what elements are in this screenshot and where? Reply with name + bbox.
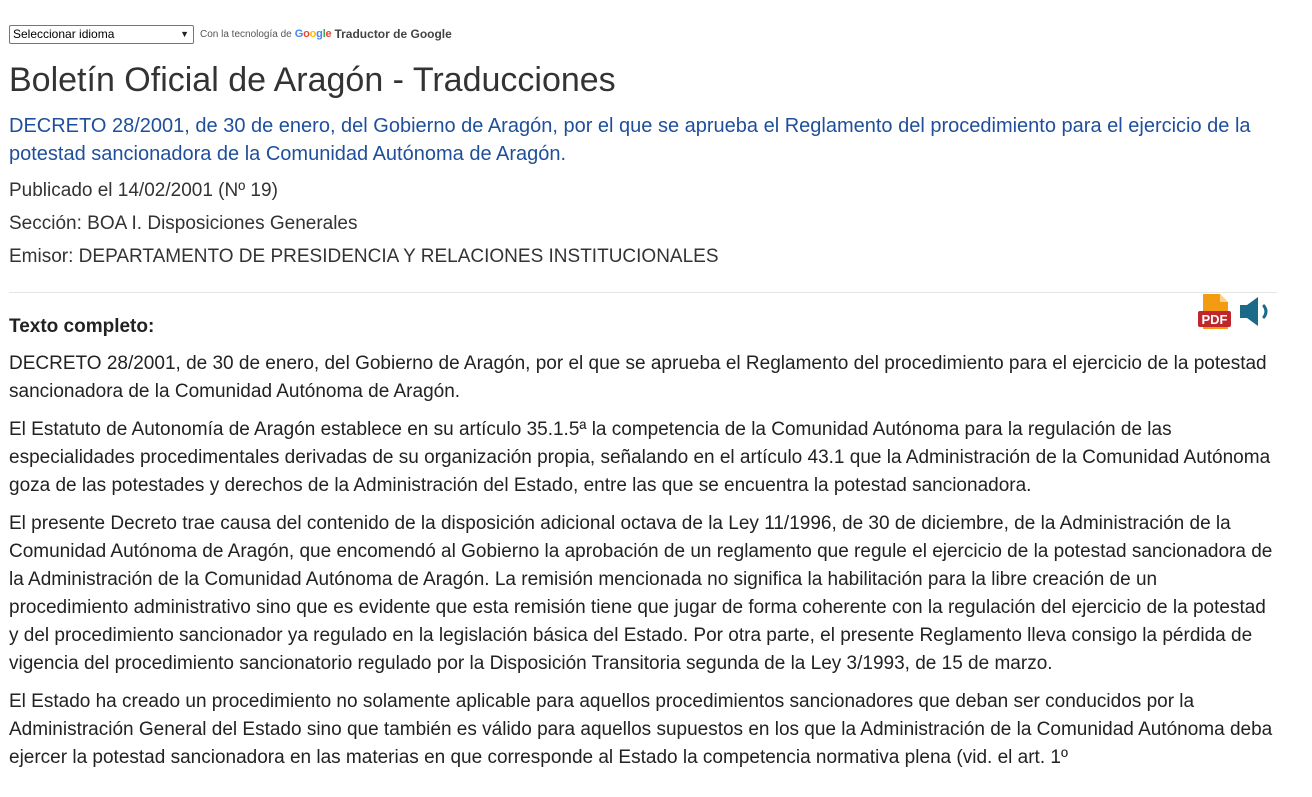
document-actions: [1197, 293, 1274, 330]
google-logo[interactable]: Google: [294, 28, 332, 40]
divider: [9, 292, 1277, 293]
powered-by: [200, 27, 452, 41]
body-paragraph: DECRETO 28/2001, de 30 de enero, del Gobierno de Aragón, por el que se aprueba el Reglamento del procedimiento para el ejercicio de la potestad sancionadora de la Comunidad Autónoma de Aragón.: [9, 353, 1267, 402]
published-date: Publicado el 14/02/2001 (Nº 19): [9, 180, 278, 201]
decree-title-link[interactable]: DECRETO 28/2001, de 30 de enero, del Gobierno de Aragón, por el que se aprueba el Reglamento del procedimiento para el ejercicio de la potestad sancionadora de la Comunidad Autónoma de Aragón.: [9, 115, 1251, 165]
issuer-info: Emisor: DEPARTAMENTO DE PRESIDENCIA Y RELACIONES INSTITUCIONALES: [9, 246, 719, 267]
speaker-icon[interactable]: [1236, 293, 1274, 330]
translator-link[interactable]: Traductor de Google: [334, 27, 452, 41]
chevron-down-icon: ▼: [180, 29, 189, 39]
language-select[interactable]: [9, 25, 194, 44]
full-text-heading: Texto completo:: [9, 316, 155, 337]
page-title: Boletín Oficial de Aragón - Traducciones: [9, 61, 616, 99]
powered-by-label: Con la tecnología de: [200, 28, 292, 40]
body-paragraph: El Estado ha creado un procedimiento no solamente aplicable para aquellos procedimientos sancionadores que deban ser conducidos por la Administración General del Estado sino que también es válido para aquellos supuestos en los que la Administración de la Comunidad Autónoma deba ejercer la potestad sancionadora en las materias en que corresponde al Estado la competencia normativa plena (vid. el art. 1º: [9, 691, 1273, 768]
pdf-icon-label: PDF: [1201, 312, 1228, 327]
section-info: Sección: BOA I. Disposiciones Generales: [9, 213, 358, 234]
pdf-icon[interactable]: [1197, 293, 1232, 330]
language-select-value: Seleccionar idioma: [13, 27, 115, 41]
translate-bar: [9, 24, 452, 44]
document-body: [9, 350, 1279, 782]
body-paragraph: El presente Decreto trae causa del contenido de la disposición adicional octava de la Ley 11/1996, de 30 de diciembre, de la Administración de la Comunidad Autónoma de Aragón, que encomendó al Gobierno la aprobación de un reglamento que regule el ejercicio de la potestad sancionadora de la Administración de la Comunidad Autónoma de Aragón. La remisión mencionada no significa la habilitación para la libre creación de un procedimiento administrativo sino que es evidente que esta remisión tiene que jugar de forma coherente con la regulación del ejercicio de la potestad y del procedimiento sancionador ya regulado en la legislación básica del Estado. Por otra parte, el presente Reglamento lleva consigo la pérdida de vigencia del procedimiento sancionatorio regulado por la Disposición Transitoria segunda de la Ley 3/1993, de 15 de marzo.: [9, 513, 1273, 674]
body-paragraph: El Estatuto de Autonomía de Aragón establece en su artículo 35.1.5ª la competencia de la Comunidad Autónoma para la regulación de las especialidades procedimentales derivadas de su organización propia, señalando en el artículo 43.1 que la Administración de la Comunidad Autónoma goza de las potestades y derechos de la Administración del Estado, entre las que se encuentra la potestad sancionadora.: [9, 419, 1271, 496]
